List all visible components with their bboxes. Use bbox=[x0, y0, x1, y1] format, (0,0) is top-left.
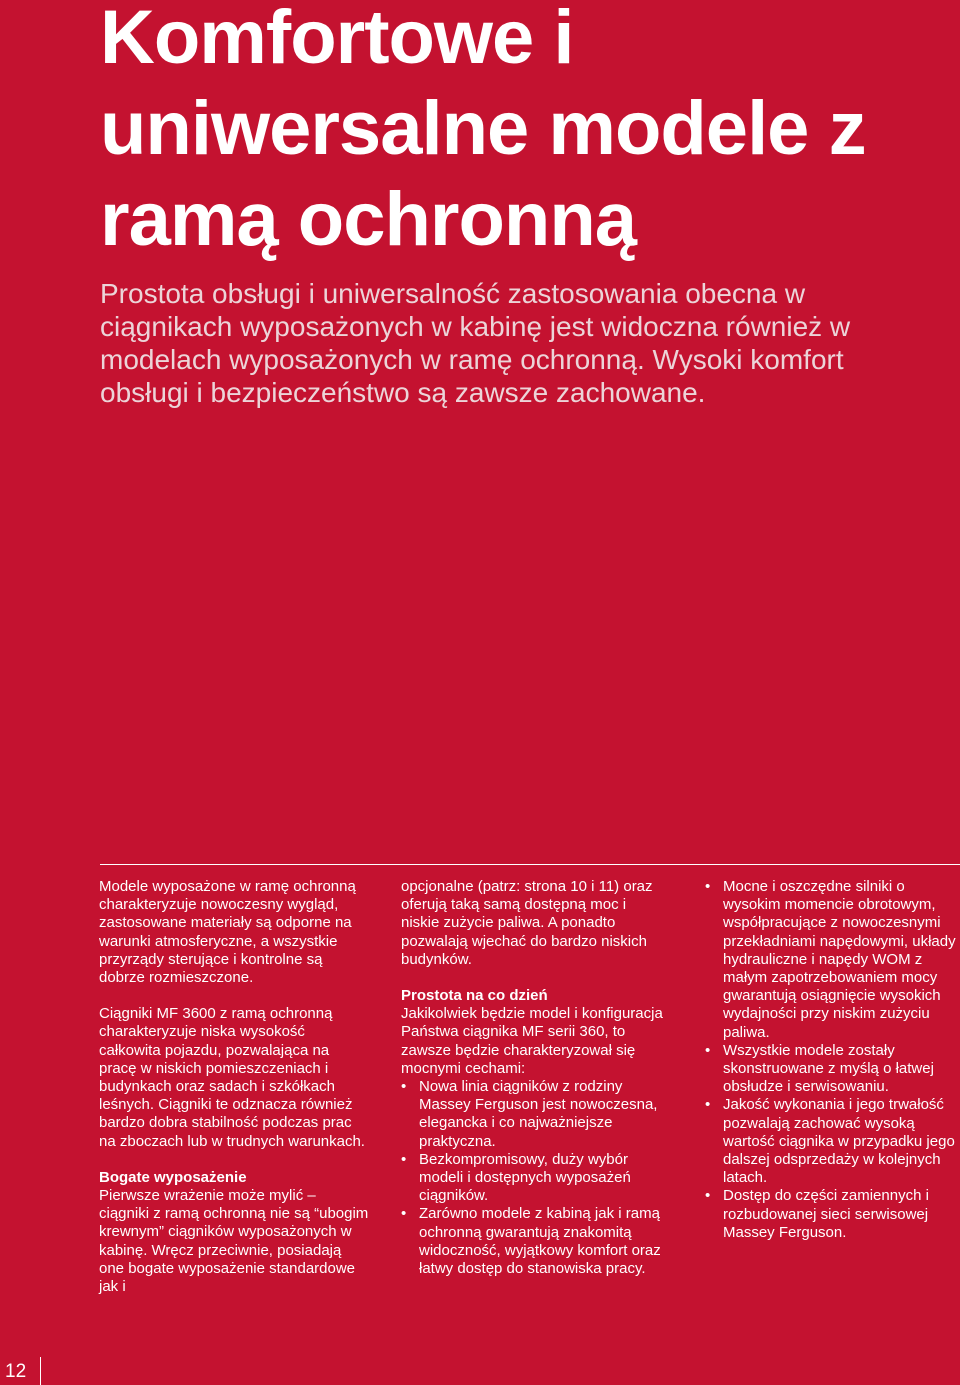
title-line: uniwersalne modele z bbox=[100, 86, 866, 171]
list-item bbox=[705, 1187, 960, 1242]
text-column-1 bbox=[99, 878, 369, 1314]
section-heading: Bogate wyposażenie bbox=[99, 1168, 247, 1186]
list-item-text: Jakość wykonania i jego trwałość pozwalają zachować wysoką wartość ciągnika w przypadku jego dalszej odsprzedaży w kolejnych latach. bbox=[723, 1096, 955, 1187]
bullet-icon: • bbox=[705, 878, 711, 895]
lead-paragraph: Prostota obsługi i uniwersalność zastosowania obecna w ciągnikach wyposażonych w kabinę jest widoczna również w modelach wyposażonych w ramę ochronną. Wysoki komfort obsługi i bezpieczeństwo są zawsze zachowane. bbox=[100, 278, 851, 408]
bullet-icon: • bbox=[705, 1096, 711, 1114]
page-title bbox=[100, 0, 940, 265]
list-item-text: Wszystkie modele zostały skonstruowane z myślą o łatwej obsłudze i serwisowaniu. bbox=[723, 1041, 934, 1096]
list-item-text: Nowa linia ciągników z rodziny Massey Ferguson jest nowoczesna, elegancka i co najważniejsze praktyczna. bbox=[419, 1078, 658, 1150]
list-item bbox=[401, 1151, 666, 1206]
feature-list bbox=[401, 1078, 666, 1278]
list-item bbox=[705, 1096, 960, 1187]
body-paragraph: opcjonalne (patrz: strona 10 i 11) oraz oferują taką samą dostępną moc i niskie zużycie paliwa. A ponadto pozwalają wjechać do bardzo niskich budynków. bbox=[401, 878, 653, 968]
feature-list bbox=[705, 878, 960, 1242]
section-heading: Prostota na co dzień bbox=[401, 987, 548, 1005]
title-line: Komfortowe i bbox=[100, 0, 574, 80]
list-item-text: Dostęp do części zamiennych i rozbudowanej sieci serwisowej Massey Ferguson. bbox=[723, 1187, 929, 1241]
page-number: 12 bbox=[5, 1361, 27, 1382]
body-paragraph: Modele wyposażone w ramę ochronną charakteryzuje nowoczesny wygląd, zastosowane materiały są odporne na warunki atmosferyczne, a wszystkie przyrządy sterujące i kontrolne są dobrze rozmieszczone. bbox=[99, 878, 356, 987]
list-item bbox=[401, 1205, 666, 1278]
section-divider bbox=[100, 864, 960, 865]
text-column-3 bbox=[705, 878, 960, 1242]
page-number-divider bbox=[40, 1357, 41, 1385]
body-paragraph: Pierwsze wrażenie może mylić – ciągniki z ramą ochronną nie są “ubogim krewnym” ciągników wyposażonych w kabinę. Wręcz przeciwnie, posiadają one bogate wyposażenie standardowe jak i bbox=[99, 1187, 369, 1296]
bullet-icon: • bbox=[401, 1150, 407, 1168]
title-line: ramą ochronną bbox=[100, 177, 637, 262]
list-item bbox=[705, 1042, 960, 1097]
bullet-icon: • bbox=[705, 1041, 711, 1059]
bullet-icon: • bbox=[401, 1205, 407, 1223]
body-paragraph: Jakikolwiek będzie model i konfiguracja Państwa ciągnika MF serii 360, to zawsze będzie charakteryzował się mocnymi cechami: bbox=[401, 1005, 663, 1077]
list-item-text: Bezkompromisowy, duży wybór modeli i dostępnych wyposażeń ciągników. bbox=[419, 1150, 631, 1205]
body-paragraph: Ciągniki MF 3600 z ramą ochronną charakteryzuje niska wysokość całkowita pojazdu, pozwalająca na pracę w niskich pomieszczeniach i budynkach oraz sadach i szkółkach leśnych. Ciągniki te odznacza również bardzo dobra stabilność podczas prac na zboczach lub w trudnych warunkach. bbox=[99, 1005, 365, 1150]
list-item bbox=[705, 878, 960, 1042]
text-column-2 bbox=[401, 878, 666, 1278]
list-item bbox=[401, 1078, 666, 1151]
list-item-text: Mocne i oszczędne silniki o wysokim momencie obrotowym, współpracujące z nowoczesnymi przekładniami napędowymi, układy hydrauliczne i napędy WOM z małym zapotrzebowaniem mocy gwarantują osiągnięcie wysokich wydajności przy niskim zużyciu paliwa. bbox=[723, 878, 956, 1041]
bullet-icon: • bbox=[401, 1078, 407, 1096]
list-item-text: Zarówno modele z kabiną jak i ramą ochronną gwarantują znakomitą widoczność, wyjątkowy komfort oraz łatwy dostęp do stanowiska pracy. bbox=[419, 1205, 661, 1278]
bullet-icon: • bbox=[705, 1187, 711, 1205]
